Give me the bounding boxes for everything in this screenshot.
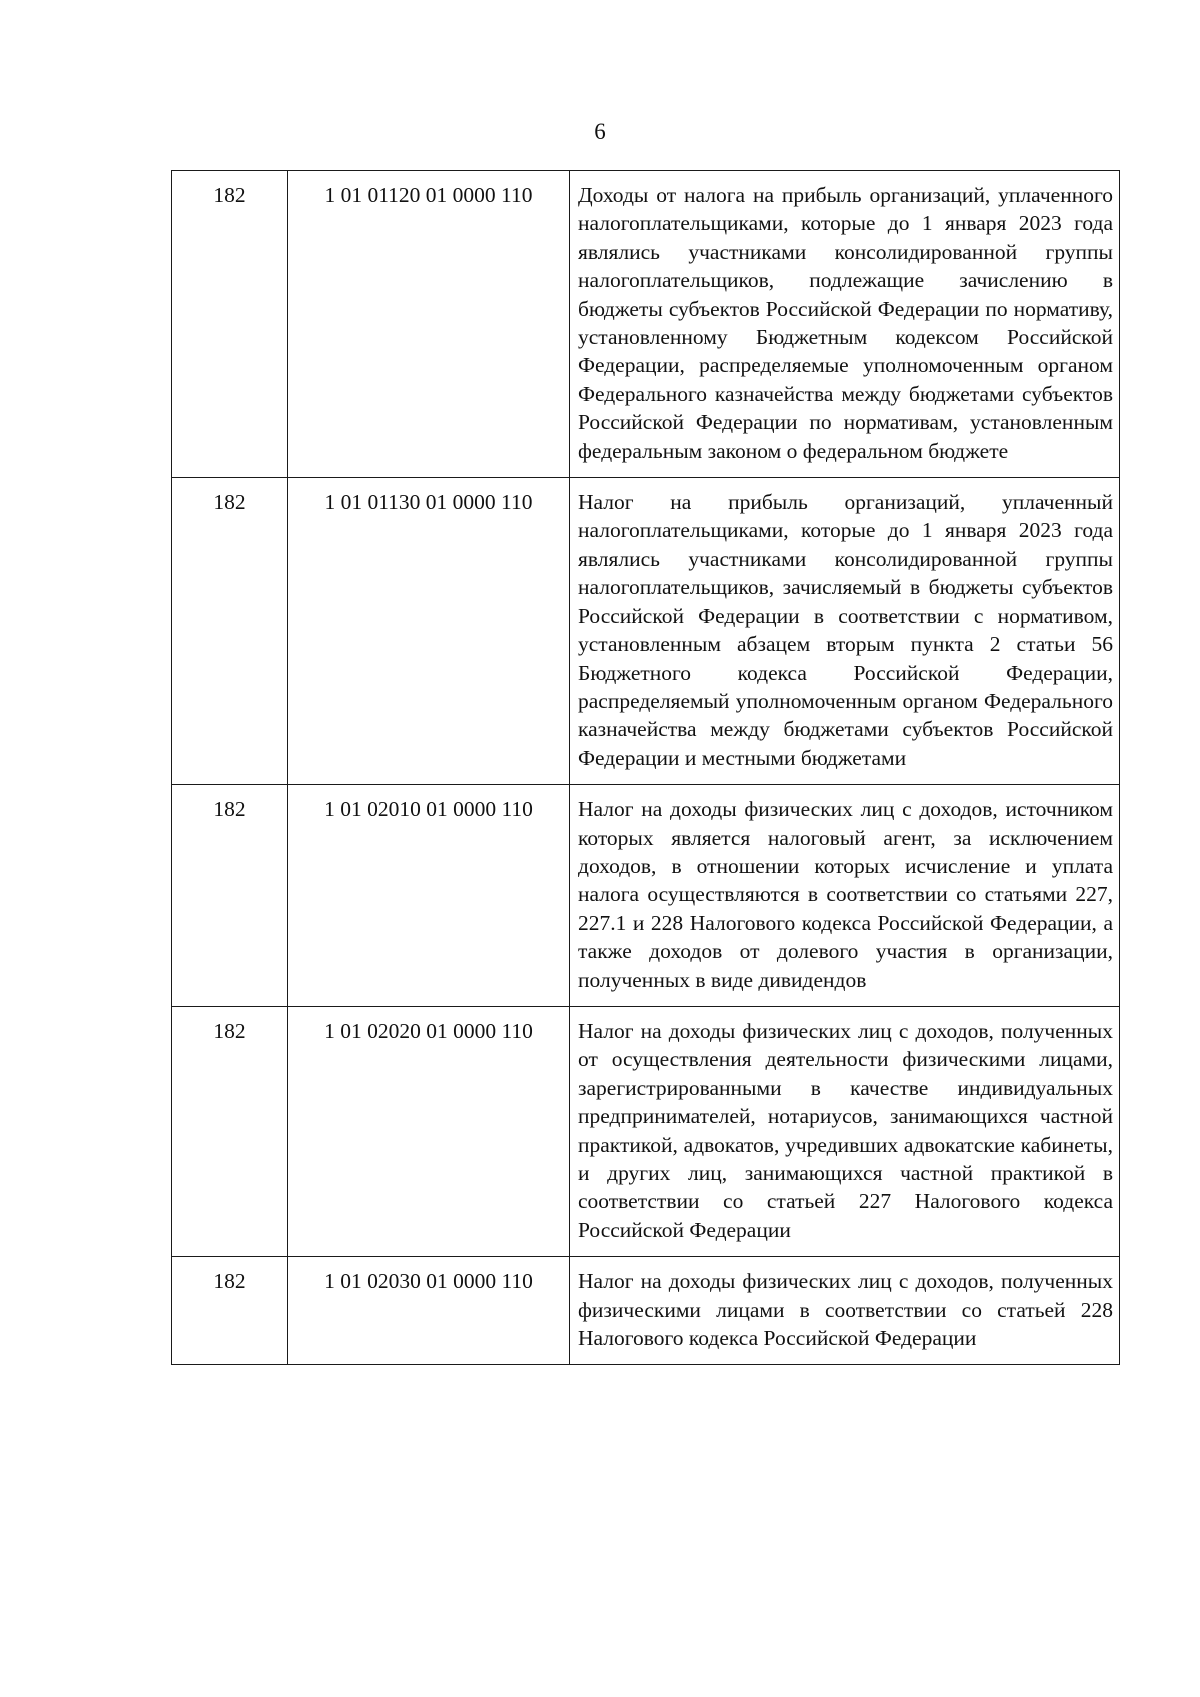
revenue-code-cell: 1 01 02030 01 0000 110 [288,1257,570,1365]
budget-codes-table [171,170,1120,1365]
revenue-description-cell: Налог на доходы физических лиц с доходов, полученных от осуществления деятельности физическими лицами, зарегистрированными в качестве индивидуальных предпринимателей, нотариусов, занимающихся частной практикой, адвокатов, учредивших адвокатские кабинеты, и других лиц, занимающихся частной практикой в соответствии со статьей 227 Налогового кодекса Российской Федерации [570,1006,1120,1256]
admin-code-cell: 182 [172,171,288,478]
table-row [172,1257,1120,1365]
revenue-description-cell: Налог на прибыль организаций, уплаченный налогоплательщиками, которые до 1 января 2023 года являлись участниками консолидированной группы налогоплательщиков, зачисляемый в бюджеты субъектов Российской Федерации в соответствии с нормативом, установленным абзацем вторым пункта 2 статьи 56 Бюджетного кодекса Российской Федерации, распределяемый уполномоченным органом Федерального казначейства между бюджетами субъектов Российской Федерации и местными бюджетами [570,478,1120,785]
revenue-code-cell: 1 01 02020 01 0000 110 [288,1006,570,1256]
revenue-description-cell: Налог на доходы физических лиц с доходов, полученных физическими лицами в соответствии со статьей 228 Налогового кодекса Российской Федерации [570,1257,1120,1365]
revenue-description-cell: Доходы от налога на прибыль организаций, уплаченного налогоплательщиками, которые до 1 января 2023 года являлись участниками консолидированной группы налогоплательщиков, подлежащие зачислению в бюджеты субъектов Российской Федерации по нормативу, установленному Бюджетным кодексом Российской Федерации, распределяемые уполномоченным органом Федерального казначейства между бюджетами субъектов Российской Федерации по нормативам, установленным федеральным законом о федеральном бюджете [570,171,1120,478]
table-row [172,171,1120,478]
admin-code-cell: 182 [172,478,288,785]
table-row [172,1006,1120,1256]
admin-code-cell: 182 [172,1006,288,1256]
admin-code-cell: 182 [172,785,288,1007]
table-row [172,785,1120,1007]
admin-code-cell: 182 [172,1257,288,1365]
revenue-description-cell: Налог на доходы физических лиц с доходов, источником которых является налоговый агент, за исключением доходов, в отношении которых исчисление и уплата налога осуществляются в соответствии со статьями 227, 227.1 и 228 Налогового кодекса Российской Федерации, а также доходов от долевого участия в организации, полученных в виде дивидендов [570,785,1120,1007]
table-row [172,478,1120,785]
revenue-code-cell: 1 01 01130 01 0000 110 [288,478,570,785]
revenue-code-cell: 1 01 01120 01 0000 110 [288,171,570,478]
revenue-code-cell: 1 01 02010 01 0000 110 [288,785,570,1007]
page-number: 6 [594,119,606,144]
